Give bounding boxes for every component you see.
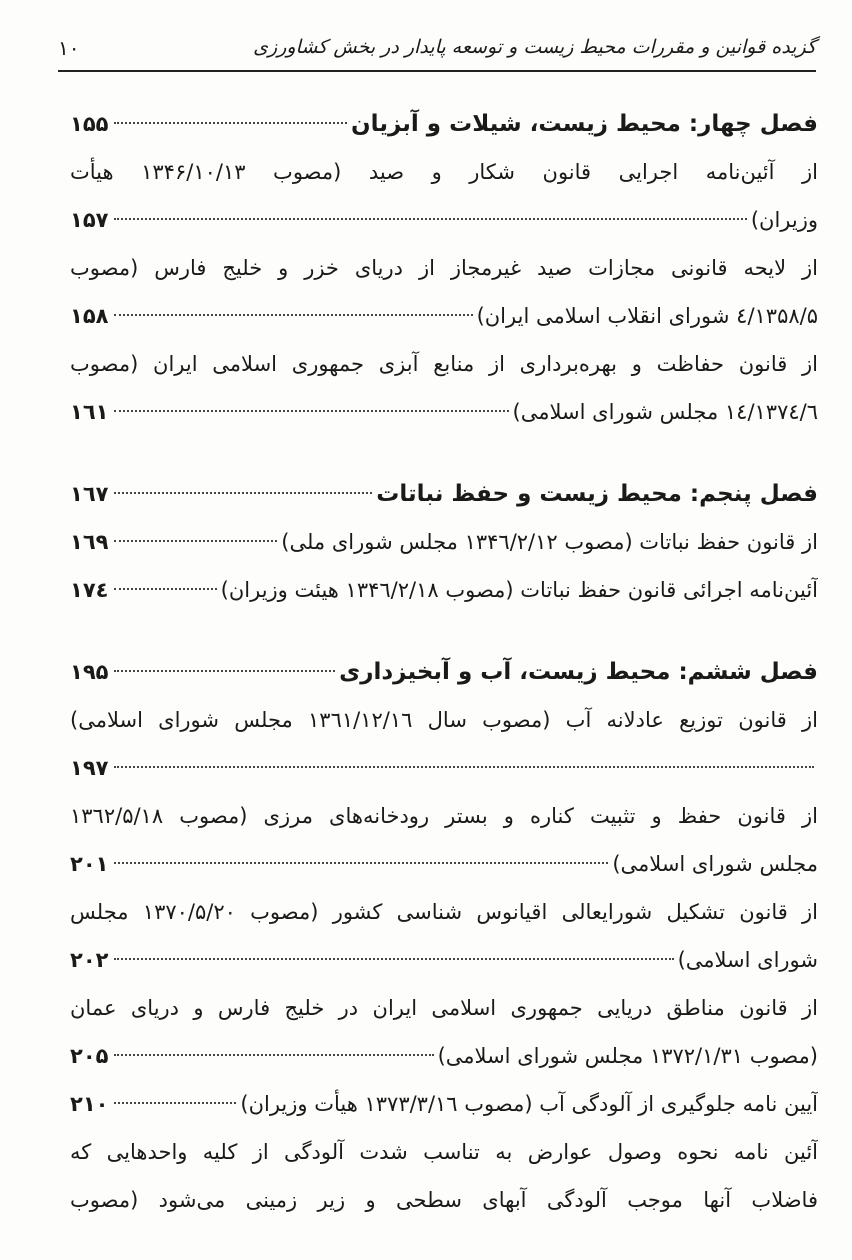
dot-leader: [114, 958, 674, 960]
entry-text: از قانون مناطق دریایی جمهوری اسلامی ایران در خلیج فارس و دریای عمان: [70, 996, 818, 1020]
dot-leader: [114, 218, 747, 220]
toc-entry[interactable]: [70, 1128, 818, 1224]
dot-leader: [114, 540, 277, 542]
entry-text: از قانون توزیع عادلانه آب (مصوب سال ۱۳٦۱/۱۲/۱٦ مجلس شورای اسلامی): [70, 708, 818, 732]
toc-entry[interactable]: [70, 244, 818, 340]
dot-leader: [114, 410, 509, 412]
dot-leader: [114, 1054, 434, 1056]
dot-leader: [114, 862, 608, 864]
page-ref: ۲۰۲: [70, 948, 109, 972]
page-ref: ۱۷٤: [70, 578, 109, 602]
running-header: [58, 30, 816, 72]
page-ref: ۱٦۱: [70, 400, 109, 424]
page-ref: ۱۹۷: [70, 756, 109, 780]
toc-entry[interactable]: [70, 888, 818, 984]
chapter-heading[interactable]: فصل ششم: محیط زیست، آب و آبخیزداری ۱۹۵: [70, 648, 818, 696]
entry-text: از قانون تشکیل شورایعالی اقیانوس شناسی کشور (مصوب ۱۳۷۰/۵/۲۰ مجلس: [70, 900, 818, 924]
toc-entry[interactable]: [70, 148, 818, 244]
toc-entry[interactable]: [70, 340, 818, 436]
dot-leader: [114, 670, 335, 672]
entry-text: آیین نامه جلوگیری از آلودگی آب (مصوب ۱۳۷۳/۳/۱٦ هیأت وزیران): [240, 1092, 818, 1116]
running-title: گزیده قوانین و مقررات محیط زیست و توسعه پایدار در بخش کشاورزی: [253, 36, 816, 58]
entry-text: از قانون حفظ و تثبیت کناره و بستر رودخانه‌های مرزی (مصوب ۱۳٦۲/۵/۱۸: [70, 804, 818, 828]
toc-entry[interactable]: [70, 792, 818, 888]
dot-leader: [114, 766, 814, 768]
dot-leader: [114, 1102, 236, 1104]
page-ref: ۱۵۷: [70, 208, 109, 232]
entry-text: آئین‌نامه اجرائی قانون حفظ نباتات (مصوب ۱۳۴٦/۲/۱۸ هیئت وزیران): [220, 578, 818, 602]
dot-leader: [114, 588, 217, 590]
toc-entry[interactable]: [70, 518, 818, 566]
page-ref: ۱٦۹: [70, 530, 109, 554]
page-ref: ۲۰۵: [70, 1044, 109, 1068]
entry-text: از قانون حفاظت و بهره‌برداری از منابع آبزی جمهوری اسلامی ایران (مصوب: [70, 352, 818, 376]
entry-text: ۱۳۵۸/۵/٤ شورای انقلاب اسلامی ایران): [476, 304, 818, 328]
toc-entry[interactable]: [70, 566, 818, 614]
chapter-heading[interactable]: فصل پنجم: محیط زیست و حفظ نباتات ۱٦۷: [70, 470, 818, 518]
chapter-heading[interactable]: فصل چهار: محیط زیست، شیلات و آبزیان ۱۵۵: [70, 100, 818, 148]
entry-text: فاضلاب آنها موجب آلودگی آبهای سطحی و زیر زمینی می‌شود (مصوب: [70, 1188, 818, 1212]
page-ref: ۲۱۰: [70, 1092, 109, 1116]
page-ref: ۱۵۸: [70, 304, 109, 328]
page-number: ۱۰: [58, 36, 80, 60]
entry-text: وزیران): [750, 208, 818, 232]
entry-text: آئین نامه نحوه وصول عوارض به تناسب شدت آلودگی از کلیه واحدهایی که: [70, 1140, 818, 1164]
entry-text: شورای اسلامی): [677, 948, 818, 972]
dot-leader: [114, 314, 473, 316]
table-of-contents: [70, 100, 818, 1224]
entry-text: مجلس شورای اسلامی): [612, 852, 818, 876]
entry-text: ۱۳۷٤/٦/۱٤ مجلس شورای اسلامی): [512, 400, 818, 424]
entry-text: (مصوب ۱۳۷۲/۱/۳۱ مجلس شورای اسلامی): [437, 1044, 818, 1068]
page-ref: ۱۹۵: [70, 660, 109, 684]
page-ref: ۱٦۷: [70, 482, 109, 506]
toc-entry[interactable]: [70, 984, 818, 1080]
page-ref: ۲۰۱: [70, 852, 109, 876]
dot-leader: [114, 122, 347, 124]
entry-text: از آئین‌نامه اجرایی قانون شکار و صید (مصوب ۱۳۴۶/۱۰/۱۳ هیأت: [70, 160, 818, 184]
page-ref: ۱۵۵: [70, 112, 109, 136]
toc-entry[interactable]: [70, 696, 818, 792]
entry-text: از قانون حفظ نباتات (مصوب ۱۳۴٦/۲/۱۲ مجلس شورای ملی): [281, 530, 818, 554]
toc-entry[interactable]: [70, 1080, 818, 1128]
dot-leader: [114, 492, 372, 494]
entry-text: از لایحه قانونی مجازات صید غیرمجاز از دریای خزر و خلیج فارس (مصوب: [70, 256, 818, 280]
